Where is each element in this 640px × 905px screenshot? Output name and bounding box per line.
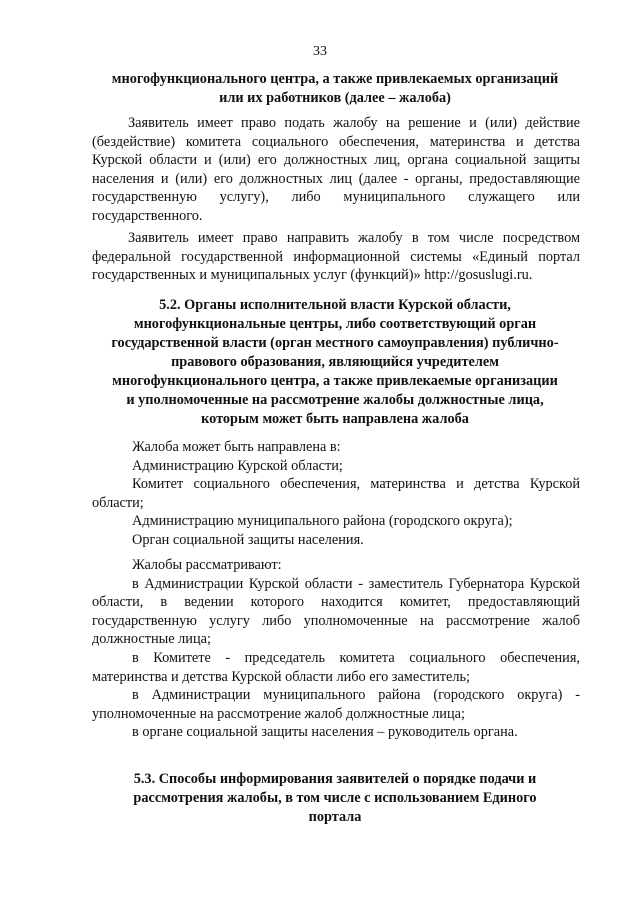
list-item: Орган социальной защиты населения. [132,531,364,548]
section-heading-5-3 [90,770,580,827]
heading-line: 5.3. Способы информирования заявителей о порядке подачи и [133,771,537,787]
heading-line: многофункциональные центры, либо соответствующий орган [133,316,537,332]
section-heading-5-2 [90,296,580,429]
list-item: Администрацию Курской области; [132,457,343,474]
paragraph-portal-complaint: Заявитель имеет право направить жалобу в том числе посредством федеральной государственной информационной системы «Единый портал государственных и муниципальных услуг (функций)» http://gosuslugi.ru. [92,230,580,284]
list-item: в Администрации муниципального района (городского округа) - уполномоченные на рассмотрение жалоб должностные лица; [92,687,580,722]
section-heading-continued [90,70,580,108]
list-intro: Жалоба может быть направлена в: [132,439,341,455]
list-intro: Жалобы рассматривают: [132,557,282,573]
heading-line: или их работников (далее – жалоба) [219,90,451,106]
heading-line: государственной власти (орган местного самоуправления) публично- [111,335,559,351]
complaint-recipients-list [92,438,580,550]
heading-line: правового образования, являющийся учредителем [171,354,499,370]
heading-line: 5.2. Органы исполнительной власти Курской области, [159,297,511,313]
list-item: Комитет социального обеспечения, материнства и детства Курской области; [92,476,580,511]
list-item: в Комитете - председатель комитета социального обеспечения, материнства и детства Курской области либо его заместитель; [92,649,580,685]
list-item: Администрацию муниципального района (городского округа); [132,513,513,530]
complaint-reviewers-list [92,556,580,742]
heading-line: рассмотрения жалобы, в том числе с использованием Единого [133,790,537,806]
heading-line: многофункционального центра, а также привлекаемые организации [112,373,558,389]
list-item: в Администрации Курской области - заместитель Губернатора Курской области, в ведении которого находится комитет, предоставляющий государственную услугу либо уполномоченные на рассмотрение жалоб должностные лица; [92,575,580,648]
paragraph-right-to-complain: Заявитель имеет право подать жалобу на решение и (или) действие (бездействие) комитета социального обеспечения, материнства и детства Курской области и (или) его должностных лиц, органа социальной защиты населения и (или) его должностных лиц (далее - органы, предоставляющие государственную услугу), либо муниципального служащего или государственного. [92,115,580,224]
heading-line: многофункционального центра, а также привлекаемых организаций [111,71,559,87]
page-number: 33 [313,44,327,59]
list-item: в органе социальной защиты населения – руководитель органа. [132,724,518,741]
heading-line: и уполномоченные на рассмотрение жалобы должностные лица, [126,392,544,408]
heading-line: портала [308,809,362,825]
heading-line: которым может быть направлена жалоба [201,411,469,427]
